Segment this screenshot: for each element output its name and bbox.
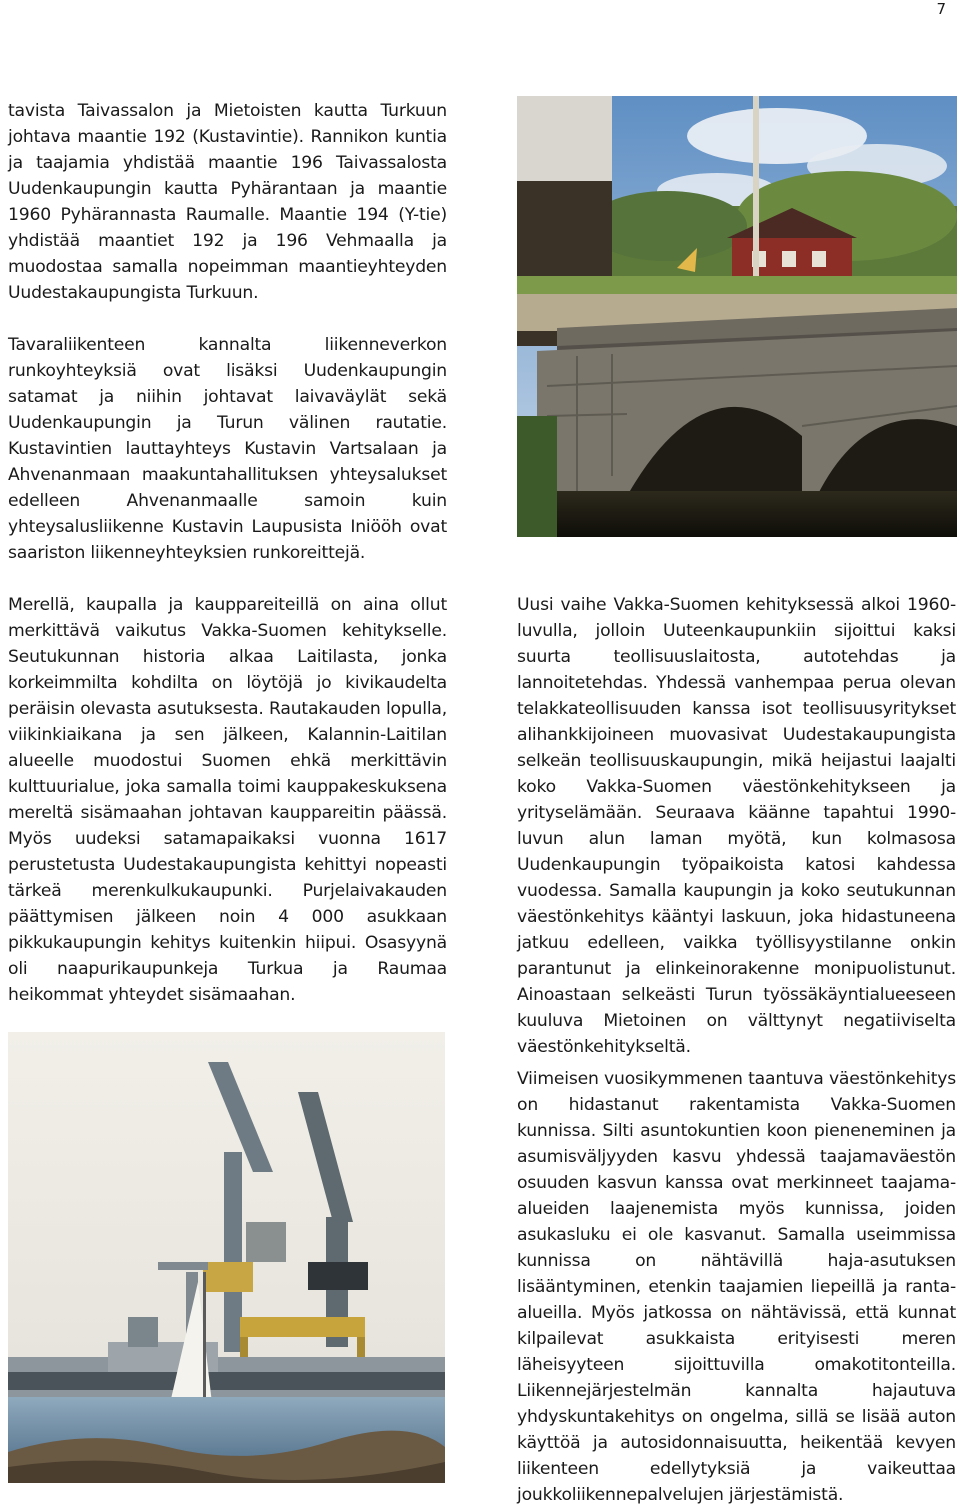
left-paragraph-3: Merellä, kaupalla ja kauppareiteillä on aina ollut merkittävä vaikutus Vakka-Suomen kehitykselle. Seutukunnan historia alkaa Laitilasta, jonka korkeimmilta kohdilta on löytöjä jo kivikaudelta peräisin olevasta asutuksesta. Rautakauden lopulla, viikinkiaikana ja sen jälkeen, Kalannin-Laitilan alueelle muodostui Suomen ehkä merkittävin kulttuurialue, joka samalla toimi kauppakeskuksena mereltä sisämaahan johtavan kauppareitin päässä. Myös uudeksi satamapaikaksi vuonna 1617 perustetusta Uudestakaupungista kehittyi nopeasti tärkeä merenkulkukaupunki. Purjelaivakauden päättymisen jälkeen noin 4 000 asukkaan pikkukaupungin kehitys kuitenkin hiipui. Osasyynä oli naapurikaupunkeja Turkua ja Raumaa heikommat yhteydet sisämaahan. xyxy=(8,595,447,1005)
page-number: 7 xyxy=(936,0,946,18)
left-paragraph-1: tavista Taivassalon ja Mietoisten kautta Turkuun johtava maantie 192 (Kustavintie). Rannikon kuntia ja taajamia yhdistää maantie 196 Taivassalosta Uudenkaupungin kautta Pyhärantaan ja maantie 1960 Pyhärannasta Raumalle. Maantie 194 (Y-tie) yhdistää maantiet 192 ja 196 Vehmaalla ja muodostaa samalla nopeimman maantieyhteyden Uudestakaupungista Turkuun. xyxy=(8,101,447,303)
right-paragraph-1: Uusi vaihe Vakka-Suomen kehityksessä alkoi 1960-luvulla, jolloin Uuteenkaupunkiin sijoittui kaksi suurta teollisuuslaitosta, autotehdas ja lannoitetehdas. Yhdessä vanhempaa perua olevan telakkateollisuuden kanssa isot teollisuusyritykset alihankkijoineen muovasivat Uudestakaupungista selkeän teollisuuskaupungin, mikä heijastui laajalti koko Vakka-Suomen väestönkehitykseen ja yrityselämään. Seuraava käänne tapahtui 1990-luvun alun laman myötä, kun kolmasosa Uudenkaupungin työpaikoista katosi kahdessa vuodessa. Samalla kaupungin ja koko seutukunnan väestönkehitys kääntyi laskuun, joka hidastuneena jatkuu edelleen, vaikka työllisyystilanne onkin parantunut ja elinkeinorakenne monipuolistunut. Ainoastaan selkeästi Turun työssäkäyntialueeseen kuuluva Mietoinen on välttynyt negatiiviselta väestönkehitykseltä. xyxy=(517,595,956,1057)
harbor-photo xyxy=(8,1032,445,1483)
left-paragraph-2: Tavaraliikenteen kannalta liikenneverkon runkoyhteyksiä ovat lisäksi Uudenkaupungin satamat ja niihin johtavat laivaväylät sekä Uudenkaupungin ja Turun välinen rautatie. Kustavintien lauttayhteys Kustavin Vartsalaan ja Ahvenanmaan maakuntahallituksen yhteysalukset edelleen Ahvenanmaalle samoin kuin yhteysalusliikenne Kustavin Laupusista Iniööh ovat saariston liikenneyhteyksien runkoreittejä. xyxy=(8,335,447,563)
right-paragraph-2: Viimeisen vuosikymmenen taantuva väestönkehitys on hidastanut rakentamista Vakka-Suomen kunnissa. Silti asuntokuntien koon pieneneminen ja asumisväljyyden kasvu yhdessä taajamaväestön osuuden kasvun kanssa ovat merkinneet taajama-alueiden laajenemista myös kunnissa, joiden asukasluku ei ole kasvanut. Samalla useimmissa kunnissa on nähtävillä haja-asutuksen lisääntyminen, etenkin taajamien liepeillä ja ranta-alueilla. Myös jatkossa on nähtävissä, että kunnat kilpailevat asukkaista erityisesti meren läheisyyteen sijoittuvilla omakotitonteilla. Liikennejärjestelmän kannalta hajautuva yhdyskuntakehitys on ongelma, sillä se lisää auton käyttöä ja autosidonnaisuutta, heikentää kevyen liikenteen edellytyksiä ja vaikeuttaa joukkoliikennepalvelujen järjestämistä. xyxy=(517,1069,956,1505)
bridge-photo xyxy=(517,96,957,537)
